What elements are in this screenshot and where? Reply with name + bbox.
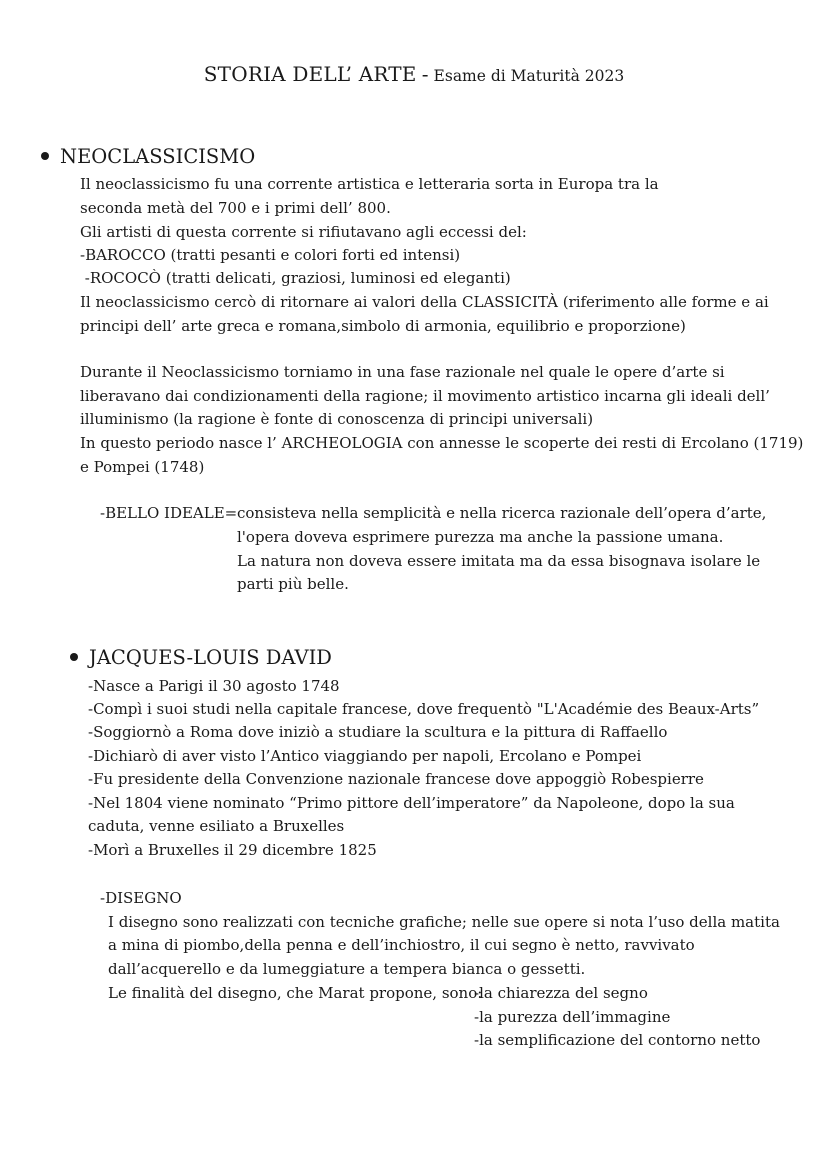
finalita-item: -la purezza dell’immagine (474, 1008, 671, 1026)
disegno-line: a mina di piombo,della penna e dell’inchiostro, il cui segno è netto, ravvivato (108, 936, 695, 954)
paragraph-line: Durante il Neoclassicismo torniamo in una fase razionale nel quale le opere d’arte si (80, 363, 725, 381)
title-separator: - (421, 62, 429, 86)
disegno-heading: -DISEGNO (100, 889, 182, 907)
paragraph-line: illuminismo (la ragione è fonte di conoscenza di principi universali) (80, 410, 594, 428)
finalita-label: Le finalità del disegno, che Marat propone, sono: (108, 984, 483, 1002)
finalita-item: -la chiarezza del segno (474, 984, 648, 1002)
paragraph-line: -BAROCCO (tratti pesanti e colori forti ed intensi) (80, 246, 461, 264)
paragraph-line: liberavano dai condizionamenti della ragione; il movimento artistico incarna gli ideali dell’ (80, 387, 770, 405)
finalita-item: -la semplificazione del contorno netto (474, 1031, 761, 1049)
title-subtitle: Esame di Maturità 2023 (433, 67, 625, 85)
paragraph-line: Il neoclassicismo cercò di ritornare ai valori della CLASSICITÀ (riferimento alle forme e ai (80, 293, 769, 311)
bio-line: -Nasce a Parigi il 30 agosto 1748 (88, 677, 340, 695)
disegno-line: dall’acquerello e da lumeggiature a tempera bianca o gessetti. (108, 960, 586, 978)
bello-ideale-line: consisteva nella semplicità e nella ricerca razionale dell’opera d’arte, (237, 504, 767, 522)
bio-line: caduta, venne esiliato a Bruxelles (88, 817, 345, 835)
bio-line: -Fu presidente della Convenzione nazionale francese dove appoggiò Robespierre (88, 770, 704, 788)
bullet-icon (70, 653, 78, 661)
paragraph-line: In questo periodo nasce l’ ARCHEOLOGIA con annesse le scoperte dei resti di Ercolano (1719) (80, 434, 804, 452)
section-heading-david (70, 644, 332, 672)
paragraph-line: seconda metà del 700 e i primi dell’ 800. (80, 199, 391, 217)
paragraph-line: -ROCOCÒ (tratti delicati, graziosi, luminosi ed eleganti) (80, 269, 511, 287)
page-title (0, 62, 828, 86)
bio-line: -Nel 1804 viene nominato “Primo pittore dell’imperatore” da Napoleone, dopo la sua (88, 794, 735, 812)
bio-line: -Morì a Bruxelles il 29 dicembre 1825 (88, 841, 377, 859)
heading-text: NEOCLASSICISMO (60, 145, 256, 168)
heading-text: JACQUES-LOUIS DAVID (89, 646, 332, 669)
bello-ideale-line: parti più belle. (237, 575, 349, 593)
paragraph-line: Il neoclassicismo fu una corrente artistica e letteraria sorta in Europa tra la (80, 175, 659, 193)
disegno-line: I disegno sono realizzati con tecniche grafiche; nelle sue opere si nota l’uso della matita (108, 913, 780, 931)
bio-line: -Dichiarò di aver visto l’Antico viaggiando per napoli, Ercolano e Pompei (88, 747, 642, 765)
bullet-icon (41, 152, 49, 160)
paragraph-line: principi dell’ arte greca e romana,simbolo di armonia, equilibrio e proporzione) (80, 317, 686, 335)
bello-ideale-label: -BELLO IDEALE= (100, 504, 238, 522)
bello-ideale-line: l'opera doveva esprimere purezza ma anche la passione umana. (237, 528, 724, 546)
title-main: STORIA DELL’ ARTE (203, 62, 417, 86)
paragraph-line: Gli artisti di questa corrente si rifiutavano agli eccessi del: (80, 223, 527, 241)
section-heading-neoclassicismo (41, 143, 255, 171)
bello-ideale-line: La natura non doveva essere imitata ma da essa bisognava isolare le (237, 552, 761, 570)
bio-line: -Compì i suoi studi nella capitale francese, dove frequentò "L'Académie des Beaux-Arts” (88, 700, 760, 718)
bio-line: -Soggiornò a Roma dove iniziò a studiare la scultura e la pittura di Raffaello (88, 723, 668, 741)
paragraph-line: e Pompei (1748) (80, 458, 205, 476)
